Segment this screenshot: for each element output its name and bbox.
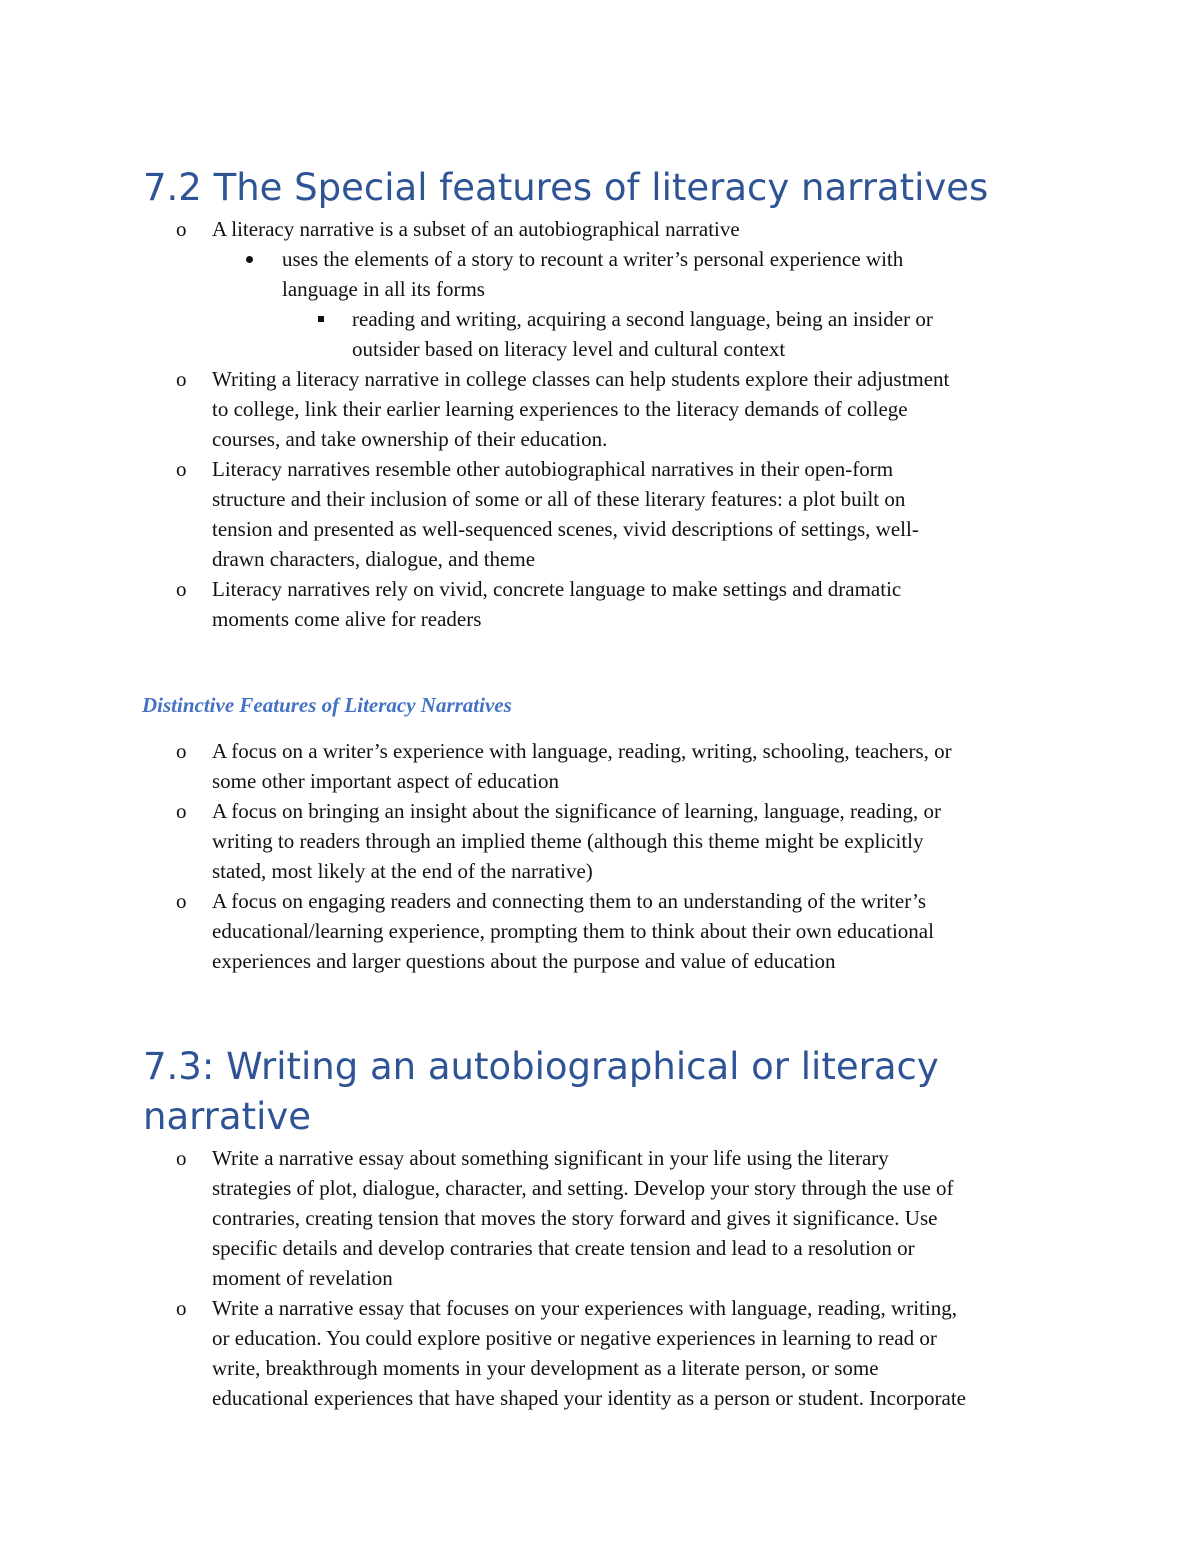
list-item-line: structure and their inclusion of some or all of these literary features: a plot built on xyxy=(212,487,906,511)
list-item-line: A focus on a writer’s experience with language, reading, writing, schooling, teachers, or xyxy=(212,739,952,763)
bullet-circle-icon: o xyxy=(176,799,187,823)
list-item-line: experiences and larger questions about the purpose and value of education xyxy=(212,949,836,973)
bullet-circle-icon: o xyxy=(176,577,187,601)
list-item-line: educational/learning experience, prompting them to think about their own educational xyxy=(212,919,934,943)
bullet-circle-icon: o xyxy=(176,217,187,241)
list-item-line: moment of revelation xyxy=(212,1266,393,1290)
list-item-line: contraries, creating tension that moves the story forward and gives it significance. Use xyxy=(212,1206,938,1230)
bullet-circle-icon: o xyxy=(176,367,187,391)
list-item-line: Write a narrative essay about something significant in your life using the literary xyxy=(212,1146,889,1170)
list-item-line: Write a narrative essay that focuses on your experiences with language, reading, writing, xyxy=(212,1296,957,1320)
list-item-line: uses the elements of a story to recount a writer’s personal experience with xyxy=(282,247,904,271)
list-item-line: A focus on bringing an insight about the significance of learning, language, reading, or xyxy=(212,799,941,823)
bullet-circle-icon: o xyxy=(176,739,187,763)
bullet-circle-icon: o xyxy=(176,1146,187,1170)
bullet-dot-icon xyxy=(246,256,253,263)
section-7-3-title-line-2: narrative xyxy=(143,1095,312,1138)
list-item-line: educational experiences that have shaped your identity as a person or student. Incorporate xyxy=(212,1386,966,1410)
list-item-line: to college, link their earlier learning experiences to the literacy demands of college xyxy=(212,397,908,421)
bullet-circle-icon: o xyxy=(176,457,187,481)
list-item-line: A focus on engaging readers and connecting them to an understanding of the writer’s xyxy=(212,889,926,913)
list-item-line: Literacy narratives rely on vivid, concrete language to make settings and dramatic xyxy=(212,577,902,601)
bullet-circle-icon: o xyxy=(176,889,187,913)
bullet-square-icon xyxy=(318,316,324,322)
list-item-line: write, breakthrough moments in your development as a literate person, or some xyxy=(212,1356,879,1380)
list-item-line: specific details and develop contraries that create tension and lead to a resolution or xyxy=(212,1236,915,1260)
list-item-line: language in all its forms xyxy=(282,277,485,301)
list-item-line: A literacy narrative is a subset of an autobiographical narrative xyxy=(212,217,740,241)
list-item-line: stated, most likely at the end of the narrative) xyxy=(212,859,593,883)
list-item-line: outsider based on literacy level and cultural context xyxy=(352,337,786,361)
list-item-line: strategies of plot, dialogue, character, and setting. Develop your story through the use of xyxy=(212,1176,954,1200)
list-item-line: courses, and take ownership of their education. xyxy=(212,427,608,451)
section-7-2-title: 7.2 The Special features of literacy narratives xyxy=(143,166,989,209)
list-item-line: moments come alive for readers xyxy=(212,607,482,631)
list-item-line: writing to readers through an implied theme (although this theme might be explicitly xyxy=(212,829,924,853)
list-item-line: Literacy narratives resemble other autobiographical narratives in their open-form xyxy=(212,457,894,481)
distinctive-features-title: Distinctive Features of Literacy Narratives xyxy=(142,693,512,717)
section-7-3-title-line-1: 7.3: Writing an autobiographical or literacy xyxy=(143,1045,939,1088)
bullet-circle-icon: o xyxy=(176,1296,187,1320)
list-item-line: drawn characters, dialogue, and theme xyxy=(212,547,536,571)
list-item-line: reading and writing, acquiring a second language, being an insider or xyxy=(352,307,933,331)
list-item-line: tension and presented as well-sequenced scenes, vivid descriptions of settings, well- xyxy=(212,517,919,541)
list-item-line: Writing a literacy narrative in college classes can help students explore their adjustment xyxy=(212,367,950,391)
list-item-line: some other important aspect of education xyxy=(212,769,559,793)
list-item-line: or education. You could explore positive or negative experiences in learning to read or xyxy=(212,1326,937,1350)
